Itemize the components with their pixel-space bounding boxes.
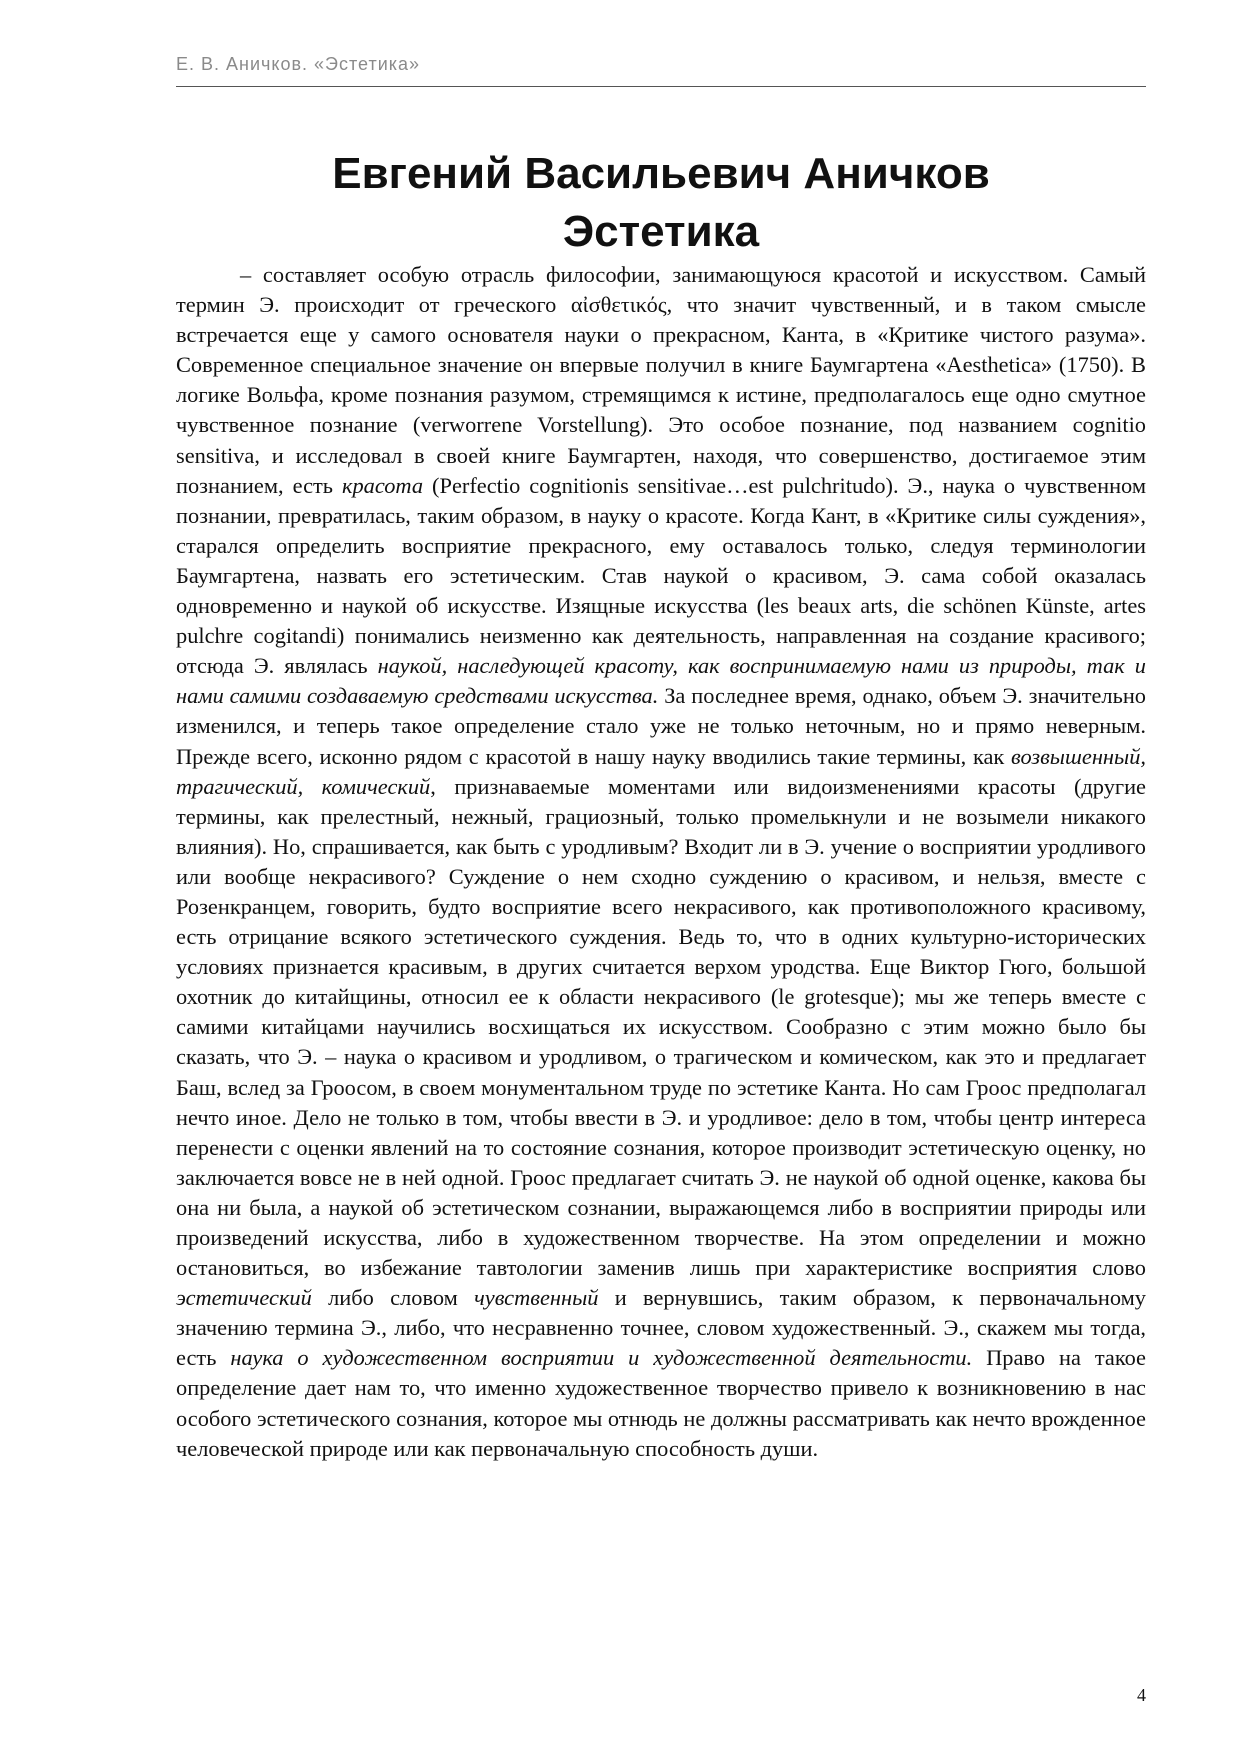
header-rule xyxy=(176,86,1146,87)
body-emphasis: возвышенный, трагический, комический xyxy=(176,743,1146,799)
body-segment: Право на такое определение дает нам то, что именно художественное творчество привело к возникновению в нас особого эстетического сознания, которое мы отнюдь не должны рассматривать как нечто врожденное человеческой природе или как первоначальную способность души. xyxy=(176,1345,1146,1461)
running-header: Е. В. Аничков. «Эстетика» xyxy=(176,54,421,74)
body-emphasis: чувственный xyxy=(474,1285,599,1311)
body-segment: либо словом xyxy=(311,1285,475,1311)
body-emphasis: эстетический xyxy=(176,1285,312,1311)
work-title: Эстетика xyxy=(562,207,760,256)
body-segment: – составляет особую отрасль философии, занимающуюся красотой и искусством. Самый термин Э. происходит от греческого αἰσθετικός, что значит чувственный, и в таком смысле встречается еще у самого основателя науки о прекрасном, Канта, в «Критике чистого разума». Современное специальное значение он впервые получил в книге Баумгартена «Aesthetica» (1750). В логике Вольфа, кроме познания разумом, стремящимся к истине, предполагалось еще одно смутное чувственное познание (verworrene Vorstellung). Это особое познание, под названием cognitio sensitiva, и исследовал в своей книге Баумгартен, находя, что совершенство, достигаемое этим познанием, есть xyxy=(176,262,1146,498)
article-body xyxy=(176,260,1146,1464)
body-emphasis: наука о художественном восприятии и художественной деятельности. xyxy=(230,1345,973,1371)
body-emphasis: красота xyxy=(341,472,424,498)
page-number: 4 xyxy=(1137,1685,1146,1705)
body-segment: , признаваемые моментами или видоизменениями красоты (другие термины, как прелестный, нежный, грациозный, только промелькнули и не возымели никакого влияния). Но, спрашивается, как быть с уродливым? Входит ли в Э. учение о восприятии уродливого или вообще некрасивого? Суждение о нем сходно суждению о красивом, и нельзя, вместе с Розенкранцем, говорить, будто восприятие всего некрасивого, как противоположного красивому, есть отрицание всякого эстетического суждения. Ведь то, что в одних культурно-исторических условиях признается красивым, в других считается верхом уродства. Еще Виктор Гюго, большой охотник до китайщины, относил ее к области некрасивого (le grotesque); мы же теперь вместе с самими китайцами научились восхищаться их искусством. Сообразно с этим можно было бы сказать, что Э. – наука о красивом и уродливом, о трагическом и комическом, как это и предлагает Баш, вслед за Гроосом, в своем монументальном труде по эстетике Канта. Но сам Гроос предполагал нечто иное. Дело не только в том, чтобы ввести в Э. и уродливое: дело в том, чтобы центр интереса перенести с оценки явлений на то состояние сознания, которое производит эстетическую оценку, но заключается вовсе не в ней одной. Гроос предлагает считать Э. не наукой об одной оценке, какова бы она ни была, а наукой об эстетическом сознании, выражающемся либо в восприятии природы или произведений искусства, либо в художественном творчестве. На этом определении и можно остановиться, во избежание тавтологии заменив лишь при характеристике восприятия слово xyxy=(176,773,1146,1281)
body-emphasis: наукой, наследующей красоту, как воспринимаемую нами из природы, так и нами самими создаваемую средствами искусства. xyxy=(176,653,1146,709)
title-block xyxy=(176,145,1146,261)
body-segment: и вернувшись, таким образом, к первоначальному значению термина Э., либо, что несравненно точнее, словом художественный. Э., скажем мы тогда, есть xyxy=(176,1285,1146,1371)
body-segment: За последнее время, однако, объем Э. значительно изменился, и теперь такое определение стало уже не только неточным, но и прямо неверным. Прежде всего, исконно рядом с красотой в нашу науку вводились такие термины, как xyxy=(176,683,1146,769)
author-title: Евгений Васильевич Аничков xyxy=(332,149,990,198)
body-segment: (Perfectio cognitionis sensitivae…est pulchritudo). Э., наука о чувственном познании, превратилась, таким образом, в науку о красоте. Когда Кант, в «Критике силы суждения», старался определить восприятие прекрасного, ему оставалось только, следуя терминологии Баумгартена, назвать его эстетическим. Став наукой о красивом, Э. сама собой оказалась одновременно и наукой об искусстве. Изящные искусства (les beaux arts, die schönen Künste, artes pulchre cogitandi) понимались неизменно как деятельность, направленная на создание красивого; отсюда Э. являлась xyxy=(176,472,1146,679)
